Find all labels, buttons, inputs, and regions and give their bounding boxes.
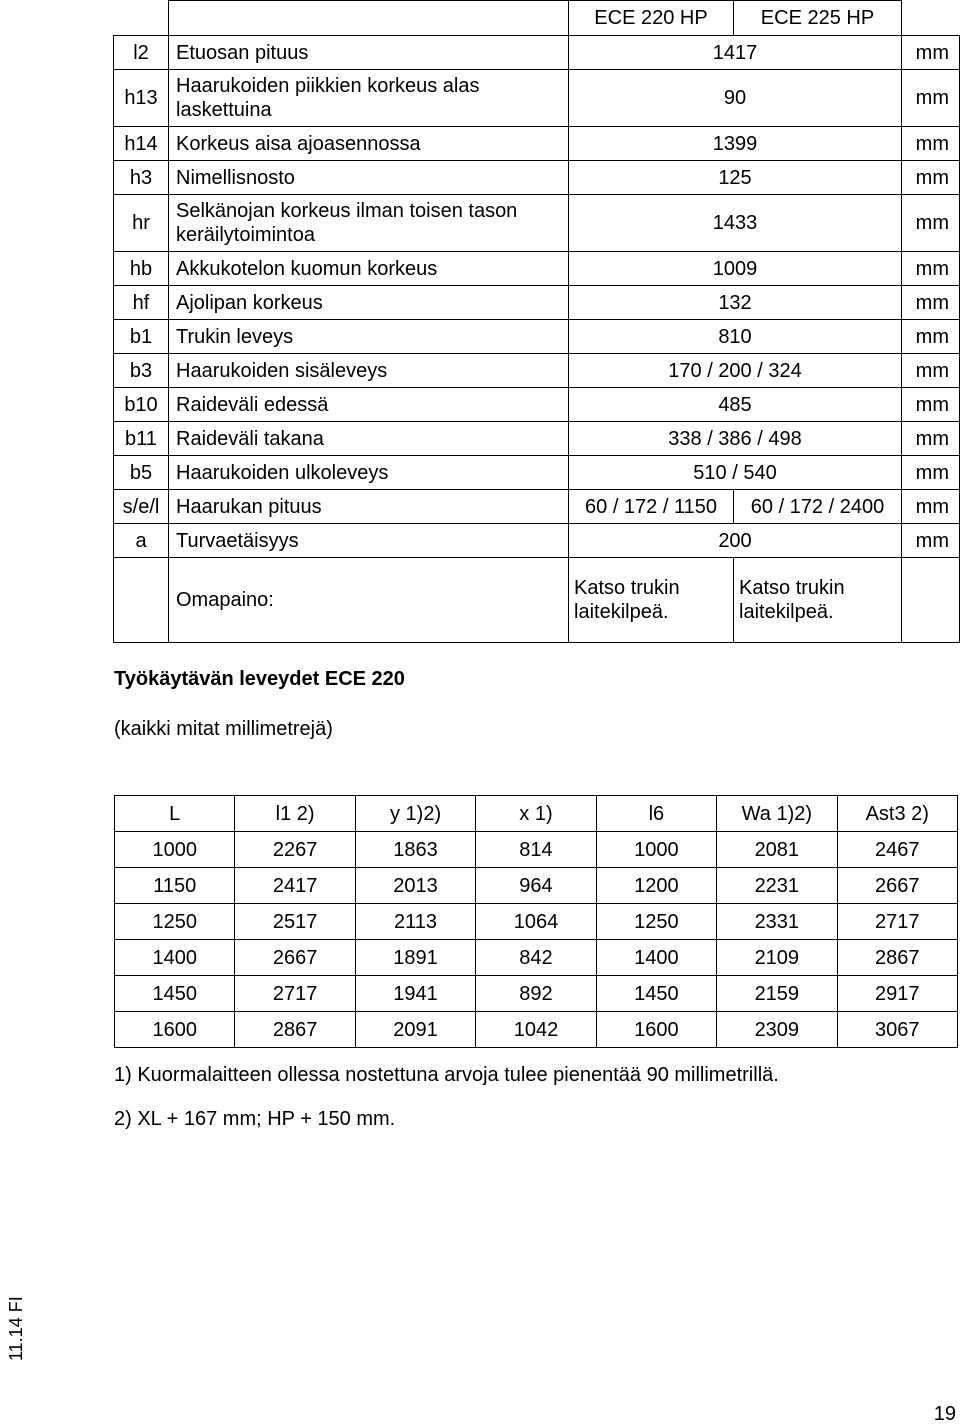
spec-code: a <box>114 524 169 558</box>
spec-code: hr <box>114 195 169 252</box>
spec-description: Etuosan pituus <box>169 36 569 70</box>
spec-code: h14 <box>114 127 169 161</box>
table-cell: 2417 <box>235 868 355 904</box>
spec-value-ece-220: 60 / 172 / 1150 <box>569 490 734 524</box>
spec-row-b3 <box>114 354 960 388</box>
empty-cell <box>169 1 569 36</box>
table-cell: 2517 <box>235 904 355 940</box>
table-cell: 1400 <box>115 940 235 976</box>
spec-value: 485 <box>569 388 902 422</box>
table-cell: 1042 <box>476 1012 596 1048</box>
column-header: Wa 1)2) <box>717 796 837 832</box>
spec-unit: mm <box>902 252 960 286</box>
table-row <box>115 832 958 868</box>
spec-value: 1399 <box>569 127 902 161</box>
spec-row-safety-distance <box>114 524 960 558</box>
table-cell: 2917 <box>837 976 957 1012</box>
working-aisle-body <box>115 832 958 1048</box>
table-cell: 2667 <box>837 868 957 904</box>
table-row <box>115 904 958 940</box>
spec-row-h13 <box>114 70 960 127</box>
spec-row-b1 <box>114 320 960 354</box>
table-row <box>115 1012 958 1048</box>
table-cell: 1863 <box>355 832 475 868</box>
table-cell: 1000 <box>596 832 716 868</box>
spec-description: Haarukoiden ulkoleveys <box>169 456 569 490</box>
spec-code: b3 <box>114 354 169 388</box>
spec-row-hr <box>114 195 960 252</box>
spec-header-row <box>114 1 960 36</box>
spec-value: 338 / 386 / 498 <box>569 422 902 456</box>
work-section-title: Työkäytävän leveydet ECE 220 <box>114 668 405 690</box>
table-cell: 2331 <box>717 904 837 940</box>
column-header: y 1)2) <box>355 796 475 832</box>
table-cell: 2267 <box>235 832 355 868</box>
spec-row-b5 <box>114 456 960 490</box>
table-cell: 2867 <box>837 940 957 976</box>
table-cell: 1600 <box>115 1012 235 1048</box>
table-cell: 2309 <box>717 1012 837 1048</box>
empty-cell <box>902 558 960 643</box>
spec-description: Turvaetäisyys <box>169 524 569 558</box>
spec-row-hb <box>114 252 960 286</box>
spec-description: Omapaino: <box>169 558 569 643</box>
table-cell: 2091 <box>355 1012 475 1048</box>
spec-value: 125 <box>569 161 902 195</box>
work-section-subtitle: (kaikki mitat millimetrejä) <box>114 718 333 740</box>
model-ece-225-hp-header: ECE 225 HP <box>734 1 902 36</box>
table-cell: 1891 <box>355 940 475 976</box>
empty-cell <box>114 1 169 36</box>
spec-description: Raideväli edessä <box>169 388 569 422</box>
table-cell: 2113 <box>355 904 475 940</box>
spec-unit: mm <box>902 70 960 127</box>
spec-code: b11 <box>114 422 169 456</box>
specification-table <box>113 0 960 643</box>
column-header: l1 2) <box>235 796 355 832</box>
spec-description: Ajolipan korkeus <box>169 286 569 320</box>
table-cell: 3067 <box>837 1012 957 1048</box>
table-cell: 842 <box>476 940 596 976</box>
spec-value: 1417 <box>569 36 902 70</box>
spec-unit: mm <box>902 456 960 490</box>
spec-code: hf <box>114 286 169 320</box>
spec-table-body <box>114 1 960 643</box>
spec-description: Akkukotelon kuomun korkeus <box>169 252 569 286</box>
table-cell: 1941 <box>355 976 475 1012</box>
document-version-label: 11.14 FI <box>6 1296 26 1361</box>
table-cell: 1250 <box>596 904 716 940</box>
spec-value-ece-225: 60 / 172 / 2400 <box>734 490 902 524</box>
table-cell: 1250 <box>115 904 235 940</box>
spec-unit: mm <box>902 524 960 558</box>
table-cell: 2717 <box>837 904 957 940</box>
spec-row-h3 <box>114 161 960 195</box>
table-cell: 1064 <box>476 904 596 940</box>
column-header: L <box>115 796 235 832</box>
spec-value: 810 <box>569 320 902 354</box>
column-header: l6 <box>596 796 716 832</box>
table-cell: 1150 <box>115 868 235 904</box>
footnote-1: 1) Kuormalaitteen ollessa nostettuna arvoja tulee pienentää 90 millimetrillä. <box>114 1064 779 1086</box>
empty-cell <box>114 558 169 643</box>
spec-code: s/e/l <box>114 490 169 524</box>
table-row <box>115 940 958 976</box>
spec-code: b5 <box>114 456 169 490</box>
spec-value: 510 / 540 <box>569 456 902 490</box>
spec-unit: mm <box>902 422 960 456</box>
spec-description: Haarukoiden piikkien korkeus alas laskettuina <box>169 70 569 127</box>
column-header: Ast3 2) <box>837 796 957 832</box>
spec-code: l2 <box>114 36 169 70</box>
page-number: 19 <box>933 1403 956 1425</box>
footnote-2: 2) XL + 167 mm; HP + 150 mm. <box>114 1108 396 1130</box>
table-cell: 1200 <box>596 868 716 904</box>
spec-unit: mm <box>902 490 960 524</box>
spec-value-ece-225: Katso trukin laitekilpeä. <box>734 558 902 643</box>
table-cell: 2867 <box>235 1012 355 1048</box>
table-cell: 2109 <box>717 940 837 976</box>
column-header: x 1) <box>476 796 596 832</box>
spec-unit: mm <box>902 127 960 161</box>
table-cell: 2467 <box>837 832 957 868</box>
spec-row-b10 <box>114 388 960 422</box>
table-cell: 1400 <box>596 940 716 976</box>
spec-value: 90 <box>569 70 902 127</box>
spec-row-b11 <box>114 422 960 456</box>
working-aisle-header-row <box>115 796 958 832</box>
spec-description: Trukin leveys <box>169 320 569 354</box>
table-row <box>115 976 958 1012</box>
spec-value: 1433 <box>569 195 902 252</box>
spec-unit: mm <box>902 195 960 252</box>
table-cell: 1450 <box>596 976 716 1012</box>
empty-cell <box>902 1 960 36</box>
table-cell: 1000 <box>115 832 235 868</box>
spec-value: 200 <box>569 524 902 558</box>
table-cell: 1600 <box>596 1012 716 1048</box>
spec-row-hf <box>114 286 960 320</box>
spec-value: 1009 <box>569 252 902 286</box>
table-cell: 892 <box>476 976 596 1012</box>
spec-unit: mm <box>902 286 960 320</box>
spec-description: Selkänojan korkeus ilman toisen tason keräilytoimintoa <box>169 195 569 252</box>
spec-code: h3 <box>114 161 169 195</box>
spec-description: Korkeus aisa ajoasennossa <box>169 127 569 161</box>
spec-description: Haarukan pituus <box>169 490 569 524</box>
spec-code: h13 <box>114 70 169 127</box>
spec-unit: mm <box>902 388 960 422</box>
spec-row-l2 <box>114 36 960 70</box>
spec-description: Haarukoiden sisäleveys <box>169 354 569 388</box>
spec-row-h14 <box>114 127 960 161</box>
spec-code: b10 <box>114 388 169 422</box>
table-cell: 2081 <box>717 832 837 868</box>
spec-unit: mm <box>902 354 960 388</box>
table-cell: 2717 <box>235 976 355 1012</box>
spec-unit: mm <box>902 161 960 195</box>
spec-row-weight <box>114 558 960 643</box>
table-row <box>115 868 958 904</box>
table-cell: 2667 <box>235 940 355 976</box>
working-aisle-table <box>114 795 958 1048</box>
spec-description: Raideväli takana <box>169 422 569 456</box>
table-cell: 1450 <box>115 976 235 1012</box>
spec-value: 132 <box>569 286 902 320</box>
table-cell: 2231 <box>717 868 837 904</box>
spec-value: 170 / 200 / 324 <box>569 354 902 388</box>
table-cell: 2013 <box>355 868 475 904</box>
spec-code: hb <box>114 252 169 286</box>
spec-value-ece-220: Katso trukin laitekilpeä. <box>569 558 734 643</box>
spec-description: Nimellisnosto <box>169 161 569 195</box>
model-ece-220-hp-header: ECE 220 HP <box>569 1 734 36</box>
spec-code: b1 <box>114 320 169 354</box>
table-cell: 964 <box>476 868 596 904</box>
table-cell: 814 <box>476 832 596 868</box>
spec-row-fork-length <box>114 490 960 524</box>
table-cell: 2159 <box>717 976 837 1012</box>
spec-unit: mm <box>902 36 960 70</box>
spec-unit: mm <box>902 320 960 354</box>
